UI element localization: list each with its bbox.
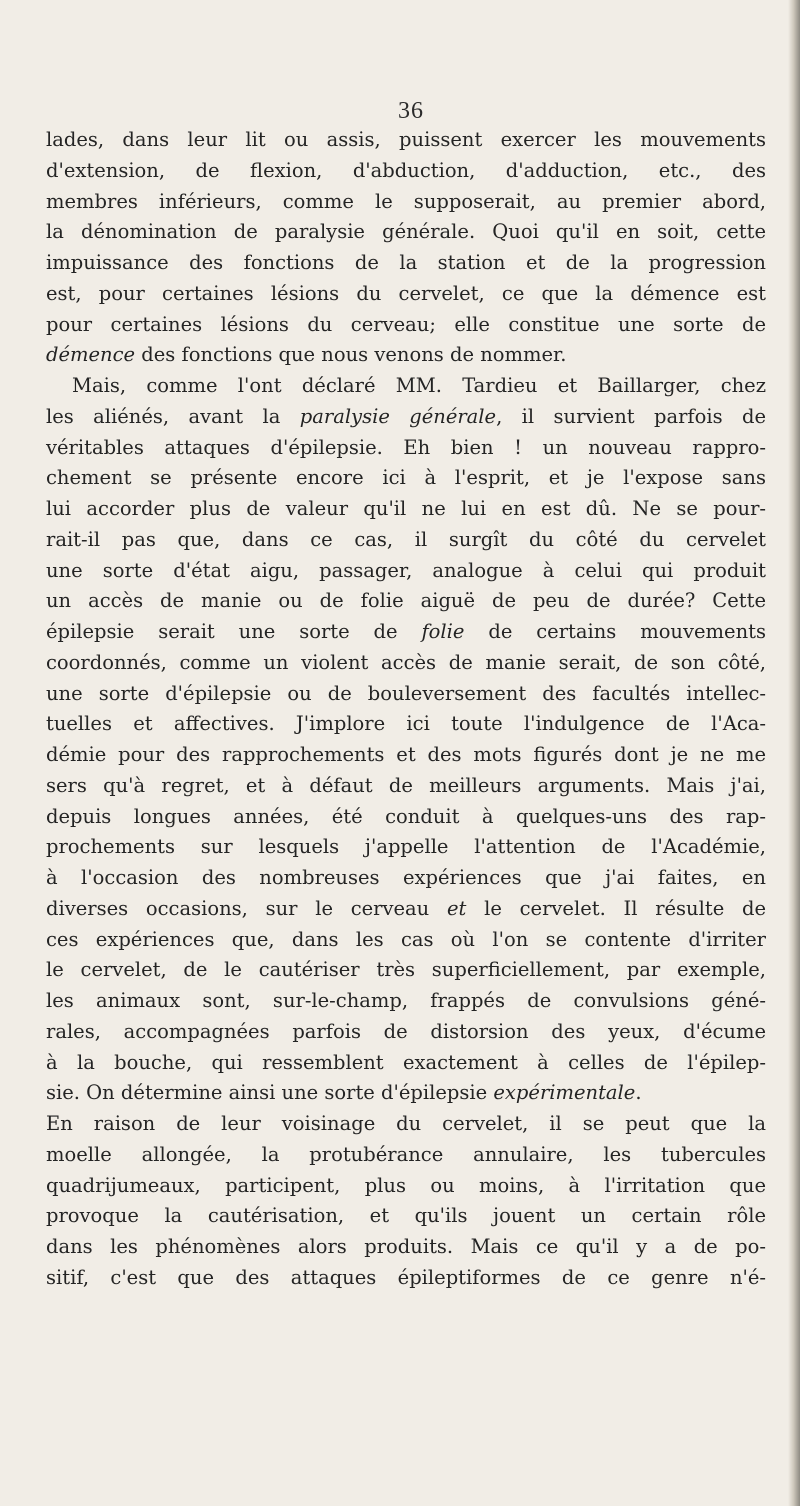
text-line: [46, 340, 766, 371]
text-segment: dans les phénomènes alors produits. Mais ce qu'il y a de po-: [46, 1235, 766, 1258]
italic-segment: expérimentale: [493, 1081, 636, 1105]
text-line: [46, 1263, 766, 1294]
text-segment: une sorte d'épilepsie ou de bouleversement des facultés intellec-: [46, 681, 766, 705]
text-segment: diverses occasions, sur le cerveau: [46, 896, 447, 920]
text-segment: lades, dans leur lit ou assis, puissent exercer les mouvements: [46, 128, 766, 151]
text-line: [46, 771, 766, 802]
text-segment: d'extension, de flexion, d'abduction, d'adduction, etc., des: [46, 158, 766, 182]
text-segment: est, pour certaines lésions du cervelet, ce que la démence est: [46, 281, 766, 305]
text-line: [46, 310, 766, 341]
text-segment: les animaux sont, sur-le-champ, frappés de convulsions géné-: [46, 989, 766, 1012]
text-line: [46, 494, 766, 525]
text-segment: quadrijumeaux, participent, plus ou moins, à l'irritation que: [46, 1173, 766, 1197]
text-segment: rales, accompagnées parfois de distorsion des yeux, d'écume: [46, 1019, 766, 1043]
text-line: [46, 832, 766, 863]
text-segment: En raison de leur voisinage du cervelet, il se peut que la: [46, 1112, 766, 1135]
text-segment: véritables attaques d'épilepsie. Eh bien ! un nouveau rappro-: [46, 435, 766, 459]
text-line: [46, 1201, 766, 1232]
text-segment: pour certaines lésions du cerveau; elle constitue une sorte de: [46, 312, 766, 336]
text-segment: depuis longues années, été conduit à quelques-uns des rap-: [46, 804, 766, 828]
text-line: [46, 1171, 766, 1202]
text-line: [46, 740, 766, 771]
text-segment: le cervelet. Il résulte de: [466, 896, 766, 920]
text-line: [46, 709, 766, 740]
text-segment: prochements sur lesquels j'appelle l'attention de l'Académie,: [46, 835, 766, 859]
text-line: [46, 463, 766, 494]
text-segment: de certains mouvements: [464, 620, 766, 643]
text-segment: lui accorder plus de valeur qu'il ne lui en est dû. Ne se pour-: [46, 497, 766, 520]
text-segment: sers qu'à regret, et à défaut de meilleurs arguments. Mais j'ai,: [46, 773, 766, 797]
text-line: [46, 1109, 766, 1140]
text-line: [46, 556, 766, 587]
text-line: [46, 1140, 766, 1171]
text-segment: ces expériences que, dans les cas où l'on se contente d'irriter: [46, 927, 766, 951]
italic-segment: folie: [421, 620, 465, 643]
text-segment: un accès de manie ou de folie aiguë de peu de durée? Cette: [46, 589, 766, 613]
italic-segment: paralysie générale: [299, 404, 497, 428]
text-line: [46, 402, 766, 433]
text-segment: sitif, c'est que des attaques épileptiformes de ce genre n'é-: [46, 1265, 766, 1289]
text-line: [46, 371, 766, 402]
text-line: [46, 802, 766, 833]
text-segment: à l'occasion des nombreuses expériences que j'ai faites, en: [46, 866, 766, 889]
text-segment: le cervelet, de le cautériser très superficiellement, par exemple,: [46, 958, 766, 982]
text-segment: Mais, comme l'ont déclaré MM. Tardieu et Baillarger, chez: [72, 374, 766, 397]
text-line: [46, 955, 766, 986]
text-segment: tuelles et affectives. J'implore ici toute l'indulgence de l'Aca-: [46, 712, 766, 736]
text-segment: la dénomination de paralysie générale. Quoi qu'il en soit, cette: [46, 220, 766, 244]
text-line: [46, 863, 766, 894]
text-line: [46, 1232, 766, 1263]
text-segment: membres inférieurs, comme le supposerait, au premier abord,: [46, 189, 766, 213]
text-line: [46, 248, 766, 279]
text-line: [46, 1048, 766, 1079]
text-line: [46, 1017, 766, 1048]
text-segment: chement se présente encore ici à l'esprit, et je l'expose sans: [46, 466, 766, 490]
text-line: [46, 586, 766, 617]
text-line: [46, 156, 766, 187]
text-line: [46, 279, 766, 310]
text-line: [46, 617, 766, 648]
body-text: [46, 125, 766, 1294]
text-line: [46, 217, 766, 248]
page-number: 36: [398, 98, 424, 124]
text-segment: une sorte d'état aigu, passager, analogue à celui qui produit: [46, 558, 766, 582]
text-line: [46, 986, 766, 1017]
text-line: [46, 433, 766, 464]
text-segment: les aliénés, avant la: [46, 404, 300, 428]
text-segment: à la bouche, qui ressemblent exactement à celles de l'épilep-: [46, 1050, 766, 1074]
text-line: [46, 925, 766, 956]
text-segment: coordonnés, comme un violent accès de manie serait, de son côté,: [46, 650, 766, 674]
text-segment: , il survient parfois de: [496, 404, 767, 428]
text-segment: des fonctions que nous venons de nommer.: [135, 343, 567, 367]
text-line: [46, 648, 766, 679]
text-segment: épilepsie serait une sorte de: [46, 620, 422, 643]
text-line: [46, 187, 766, 218]
text-segment: moelle allongée, la protubérance annulaire, les tubercules: [46, 1142, 766, 1166]
text-line: [46, 525, 766, 556]
text-segment: sie. On détermine ainsi une sorte d'épilepsie: [46, 1081, 494, 1105]
text-line: [46, 1078, 766, 1109]
text-line: [46, 679, 766, 710]
text-line: [46, 125, 766, 156]
text-segment: impuissance des fonctions de la station et de la progression: [46, 251, 766, 274]
text-segment: démie pour des rapprochements et des mots figurés dont je ne me: [46, 743, 766, 766]
italic-segment: et: [446, 896, 467, 920]
italic-segment: démence: [46, 343, 136, 367]
text-segment: provoque la cautérisation, et qu'ils jouent un certain rôle: [46, 1204, 766, 1228]
text-segment: .: [635, 1081, 642, 1105]
page-edge-shadow: [788, 0, 800, 1506]
text-line: [46, 894, 766, 925]
text-segment: rait-il pas que, dans ce cas, il surgît du côté du cervelet: [46, 527, 766, 551]
